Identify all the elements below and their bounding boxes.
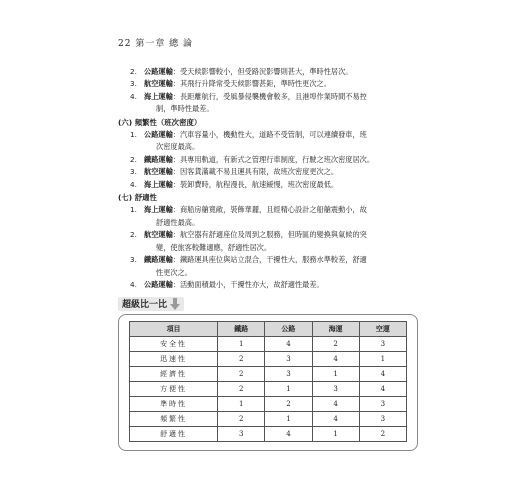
- list-item: [118, 279, 418, 291]
- row-label-cell: 迅速性: [130, 352, 218, 367]
- rank-cell: 4: [359, 367, 406, 382]
- item-number: 3.: [130, 79, 137, 89]
- rank-cell: 1: [218, 337, 265, 352]
- rank-cell: 2: [218, 352, 265, 367]
- item-number: 3.: [130, 167, 137, 177]
- item-title: 航空運輸: [144, 79, 173, 89]
- rank-cell: 3: [359, 412, 406, 427]
- list-item: [118, 91, 418, 103]
- item-number: 2.: [130, 67, 137, 76]
- rank-cell: 1: [218, 397, 265, 412]
- page-body: [118, 66, 418, 291]
- column-header: 空運: [359, 322, 406, 337]
- column-header: 公路: [265, 322, 312, 337]
- rank-cell: 2: [218, 367, 265, 382]
- rank-cell: 2: [265, 397, 312, 412]
- item-title: 鐵路運輸: [144, 154, 173, 164]
- row-label-cell: 頻繁性: [130, 412, 218, 427]
- item-title: 鐵路運輸: [144, 255, 173, 265]
- item-title: 航空運輸: [144, 230, 173, 240]
- rank-cell: 4: [359, 382, 406, 397]
- row-label-cell: 經濟性: [130, 367, 218, 382]
- item-text: ：其飛行升降常受天候影響甚鉅，準時性更次之。: [172, 79, 331, 89]
- rank-cell: 2: [218, 382, 265, 397]
- list-item: [118, 254, 418, 266]
- item-continuation: 性更次之。: [156, 267, 192, 277]
- item-number: 4.: [130, 179, 137, 189]
- item-text: ：受天候影響較小，但受路況影響則甚大，準時性居次。: [172, 67, 353, 76]
- item-title: 公路運輸: [144, 67, 173, 76]
- rank-cell: 3: [359, 337, 406, 352]
- row-label-cell: 準時性: [130, 397, 218, 412]
- column-header: 項目: [130, 322, 218, 337]
- list-item: [118, 204, 418, 216]
- table-row: [130, 367, 407, 382]
- row-label-cell: 安全性: [130, 337, 218, 352]
- item-text: ：因客貨滿載不易且運具有限，故班次密度更次之。: [172, 167, 339, 177]
- item-title: 海上運輸: [144, 91, 173, 101]
- item-continuation: 變，使旅客較難適應，舒適性居次。: [156, 242, 272, 252]
- rank-cell: 1: [312, 367, 359, 382]
- rank-cell: 1: [359, 352, 406, 367]
- rank-cell: 4: [265, 427, 312, 442]
- list-item: [118, 78, 418, 90]
- list-item: [118, 154, 418, 166]
- row-label-cell: 方便性: [130, 382, 218, 397]
- item-title: 海上運輸: [144, 179, 173, 189]
- table-row: [130, 412, 407, 427]
- table-header-row: [130, 322, 407, 337]
- table-row: [130, 397, 407, 412]
- table-row: [130, 427, 407, 442]
- row-label-cell: 舒適性: [130, 427, 218, 442]
- rank-cell: 4: [312, 352, 359, 367]
- rank-cell: 2: [359, 427, 406, 442]
- item-number: 1.: [130, 130, 137, 140]
- section-frequency-heading: (六) 頻繁性（班次密度）: [118, 117, 202, 127]
- page-header: 22 第一章 總 論: [118, 39, 194, 49]
- item-number: 4.: [130, 279, 137, 289]
- rank-cell: 4: [312, 412, 359, 427]
- comparison-table-frame: [118, 314, 418, 451]
- column-header: 海運: [312, 322, 359, 337]
- rank-cell: 1: [312, 427, 359, 442]
- comparison-title-badge: [118, 297, 184, 311]
- item-text: ：長距離航行，受風暴侵襲機會較多，且港埠作業時間不易控: [172, 91, 367, 101]
- item-number: 1.: [130, 205, 137, 215]
- item-title: 海上運輸: [144, 205, 173, 215]
- item-text: ：鐵路運具座位與站立混合，干擾性大，服務水準較差，舒適: [172, 255, 367, 265]
- item-number: 3.: [130, 255, 137, 265]
- item-text: ：具專用軌道，有新式之管理行車制度，行駛之班次密度居次。: [172, 154, 375, 164]
- down-arrow-icon: [170, 298, 180, 310]
- table-row: [130, 352, 407, 367]
- item-number: 2.: [130, 154, 137, 164]
- item-text: ：裝卸費時，航程漫長，航速緩慢，班次密度最低。: [172, 179, 339, 189]
- item-continuation: 制，準時性最差。: [156, 104, 214, 114]
- list-item: [118, 229, 418, 241]
- rank-cell: 3: [218, 427, 265, 442]
- item-text: ：商船房艙寬敞，裝飾華麗，且經精心設計之船艙震動小，故: [172, 205, 367, 215]
- rank-cell: 1: [265, 382, 312, 397]
- item-title: 公路運輸: [144, 279, 173, 289]
- comparison-table: [129, 321, 407, 442]
- list-item: [118, 166, 418, 178]
- list-item: [118, 179, 418, 191]
- comparison-panel: [118, 292, 418, 451]
- comfort-item-list: [118, 204, 418, 291]
- list-item: [118, 129, 418, 141]
- comparison-title: 超級比一比: [122, 300, 168, 310]
- section-comfort-heading: (七) 舒適性: [118, 193, 157, 203]
- item-text: ：活動面積最小，干擾性亦大，故舒適性最差。: [172, 279, 324, 289]
- list-item: [118, 66, 418, 78]
- rank-cell: 1: [265, 412, 312, 427]
- item-text: ：航空器有舒適座位及周到之服務，但時區的變換與氣候的突: [172, 230, 367, 240]
- rank-cell: 3: [312, 382, 359, 397]
- table-row: [130, 382, 407, 397]
- item-continuation: 次密度最高。: [156, 142, 200, 152]
- rank-cell: 3: [265, 367, 312, 382]
- rank-cell: 2: [218, 412, 265, 427]
- item-number: 2.: [130, 230, 137, 240]
- item-number: 4.: [130, 91, 137, 101]
- frequency-item-list: [118, 129, 418, 191]
- rank-cell: 3: [265, 352, 312, 367]
- item-title: 公路運輸: [144, 130, 173, 140]
- item-continuation: 舒適性最高。: [156, 217, 200, 227]
- rank-cell: 2: [312, 337, 359, 352]
- rank-cell: 3: [359, 397, 406, 412]
- top-item-list: [118, 66, 418, 116]
- item-text: ：汽車容量小，機動性大，道路不受管制，可以連續發車，班: [172, 130, 367, 140]
- item-title: 航空運輸: [144, 167, 173, 177]
- rank-cell: 4: [312, 397, 359, 412]
- column-header: 鐵路: [218, 322, 265, 337]
- rank-cell: 4: [265, 337, 312, 352]
- table-row: [130, 337, 407, 352]
